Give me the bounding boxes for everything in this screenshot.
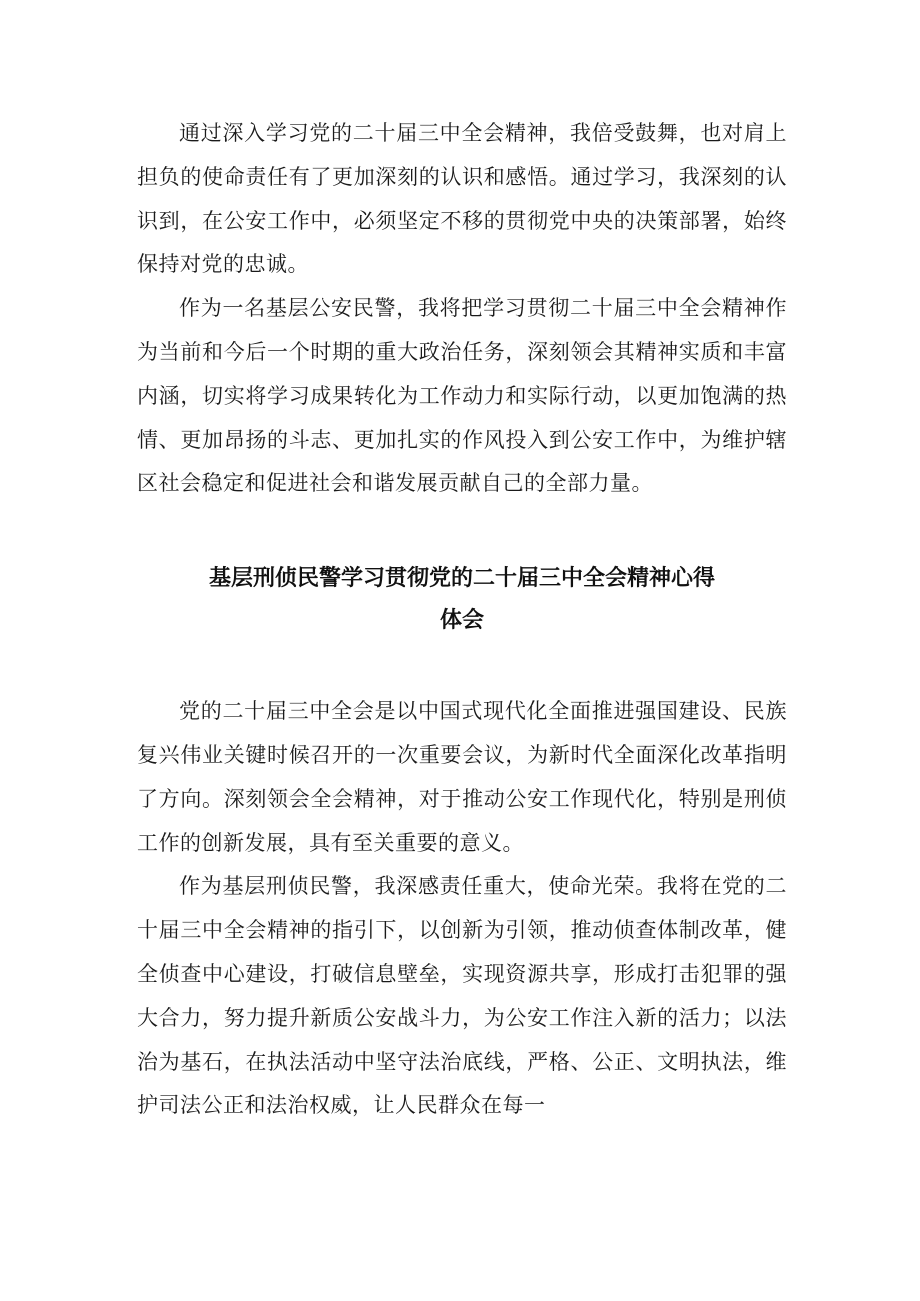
section-title-line-1: 基层刑侦民警学习贯彻党的二十届三中全会精神心得 xyxy=(208,566,715,592)
paragraph: 作为一名基层公安民警，我将把学习贯彻二十届三中全会精神作为当前和今后一个时期的重大政治任务，深刻领会其精神实质和丰富内涵，切实将学习成果转化为工作动力和实际行动，以更加饱满的热情、更加昂扬的斗志、更加扎实的作风投入到公安工作中，为维护辖区社会稳定和促进社会和谐发展贡献自己的全部力量。 xyxy=(137,296,787,496)
section-title-line-2: 体会 xyxy=(439,608,484,634)
paragraph: 党的二十届三中全会是以中国式现代化全面推进强国建设、民族复兴伟业关键时候召开的一次重要会议，为新时代全面深化改革指明了方向。深刻领会全会精神，对于推动公安工作现代化，特别是刑侦工作的创新发展，具有至关重要的意义。 xyxy=(137,699,787,855)
section-title xyxy=(137,558,787,642)
paragraph: 通过深入学习党的二十届三中全会精神，我倍受鼓舞，也对肩上担负的使命责任有了更加深刻的认识和感悟。通过学习，我深刻的认识到，在公安工作中，必须坚定不移的贯彻党中央的决策部署，始终保持对党的忠诚。 xyxy=(137,121,787,277)
document-body xyxy=(137,112,787,1128)
paragraph: 作为基层刑侦民警，我深感责任重大，使命光荣。我将在党的二十届三中全会精神的指引下，以创新为引领，推动侦查体制改革，健全侦查中心建设，打破信息壁垒，实现资源共享，形成打击犯罪的强大合力，努力提升新质公安战斗力，为公安工作注入新的活力；以法治为基石，在执法活动中坚守法治底线，严格、公正、文明执法，维护司法公正和法治权威，让人民群众在每一 xyxy=(137,874,787,1118)
